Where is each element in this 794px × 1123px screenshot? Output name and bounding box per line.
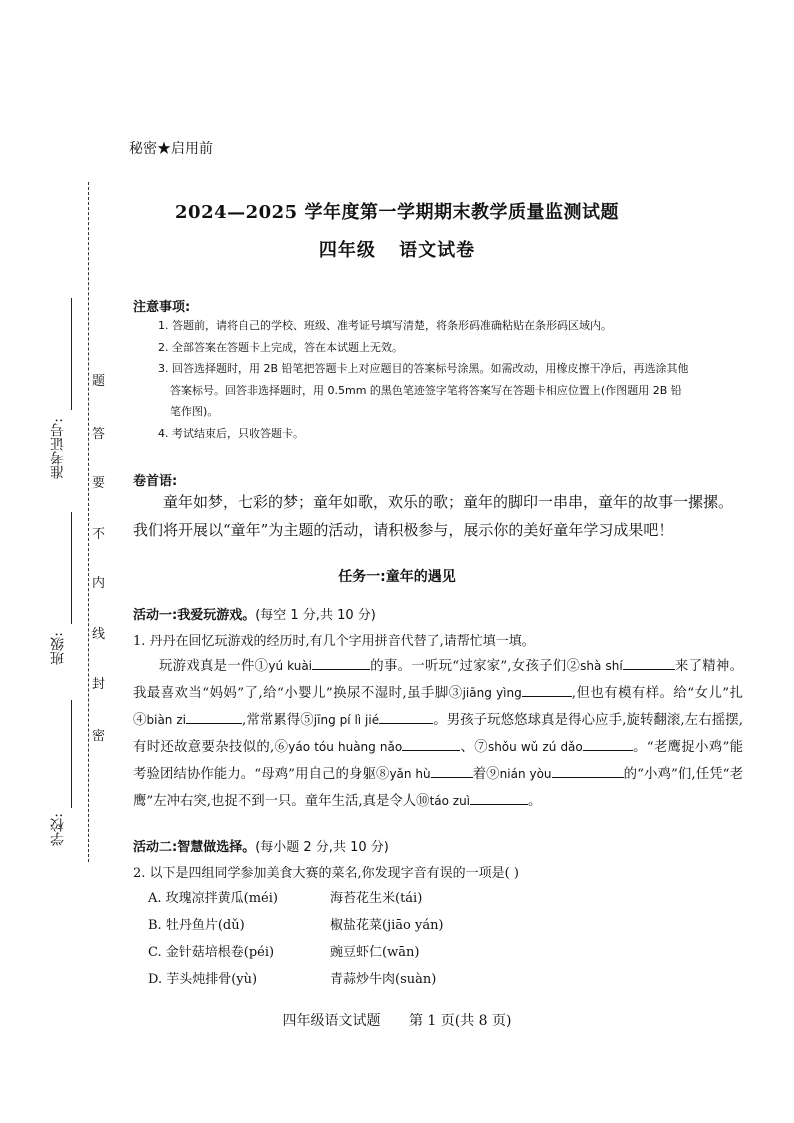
footer-title: 四年级语文试题 [282,1013,381,1029]
question-1: 1. 丹丹在回忆玩游戏的经历时,有几个字用拼音代替了,请帮忙填一填。 [133,634,535,649]
blank-1[interactable] [312,655,370,670]
blank-9[interactable] [552,763,624,778]
passage-text: 玩游戏真是一件① [159,659,269,674]
blank-7[interactable] [583,736,633,751]
passage-text: 。“老鹰捉小鸡”能考验团结协作能力。“母鸡”用自己的身躯⑧ [133,740,743,782]
passage-text: ,但也有模有样。给“女儿”扎④ [133,686,743,728]
notice-item: 笔作图)。 [170,405,219,418]
pinyin-10: táo zuì [429,794,471,808]
activity-1-heading [133,604,376,623]
blank-8[interactable] [431,763,473,778]
pinyin-9: nián yòu [499,767,552,781]
passage-text: 着⑨ [472,767,500,782]
pinyin-3: jiāng yìng [462,686,522,700]
notice-item: 3. 回答选择题时，用 2B 铅笔把答题卡上对应题目的答案标号涂黑。如需改动，用橡皮擦干净后，再选涂其他 [158,362,689,375]
option-row-b [148,912,444,939]
binding-char: 题 [92,374,106,389]
notice-item: 1. 答题前，请将自己的学校、班级、准考证号填写清楚，将条形码准确粘贴在条形码区域内。 [158,319,612,332]
binding-char: 答 [92,427,106,442]
exam-subtitle [0,236,794,262]
task-title: 任务一:童年的遇见 [338,569,456,585]
notice-heading: 注意事项: [133,300,191,315]
option-d-left: D. 芋头炖排骨(yù) [148,972,258,987]
pinyin-2: shà shí [580,659,623,673]
pinyin-8: yǎn hù [389,767,431,781]
blank-5[interactable] [379,709,433,724]
option-a-left: A. 玫瑰凉拌黄瓜(méi) [148,891,278,906]
binding-char: 密 [92,729,106,744]
pinyin-4: biàn zi [146,713,186,727]
passage-text: ,常常累得⑤ [241,713,314,728]
passage-text: 的事。一听玩“过家家”,女孩子们② [370,659,581,674]
passage-text: 。男孩子玩悠悠球真是得心应手,旋转翻滚,左右摇摆,有时还故意要杂技似的,⑥ [133,713,743,755]
class-label: 班级: [50,632,66,665]
exam-title: 2024—2025 学年度第一学期期末教学质量监测试题 [175,202,619,223]
blank-2[interactable] [623,655,675,670]
binding-char: 内 [92,576,106,591]
subject-label: 语文试卷 [399,240,476,261]
option-row-d [148,966,444,993]
binding-char: 线 [92,627,106,642]
question-2: 2. 以下是四组同学参加美食大赛的菜名,你发现字音有误的一项是( ) [133,866,519,881]
option-c-right: 豌豆虾仁(wān) [330,945,420,960]
grade-label: 四年级 [318,240,376,261]
option-b-left: B. 牡丹鱼片(dǔ) [148,918,245,933]
option-c-left: C. 金针菇培根卷(péi) [148,945,275,960]
binding-char: 要 [92,476,106,491]
exam-number-line [71,298,72,410]
school-label: 学校: [50,813,66,846]
binding-char: 不 [92,527,106,542]
blank-3[interactable] [522,682,572,697]
activity-1-label: 活动一:我爱玩游戏。 [133,608,256,623]
passage-text: 、⑦ [460,740,488,755]
prelude-heading: 卷首语: [133,474,178,489]
prelude-text: 童年如梦，七彩的梦；童年如歌，欢乐的歌；童年的脚印一串串，童年的故事一摞摞。我们将开展以“童年”为主题的活动，请积极参与，展示你的美好童年学习成果吧！ [133,493,734,539]
pinyin-7: shǒu wǔ zú dǎo [487,740,583,754]
binding-char: 封 [92,677,106,692]
pinyin-1: yú kuài [268,659,313,673]
option-row-c [148,939,444,966]
notice-item: 答案标号。回答非选择题时，用 0.5mm 的黑色笔迹签字笔将答案写在答题卡相应位置上(作图题用 2B 铅 [170,383,682,397]
blank-10[interactable] [470,790,528,805]
activity-2-score: (每小题 2 分,共 10 分) [255,840,389,855]
activity-2-label: 活动二:智慧做选择。 [133,840,256,855]
option-d-right: 青蒜炒牛肉(suàn) [330,972,437,987]
notice-list [158,315,743,444]
option-row-a [148,885,444,912]
option-b-right: 椒盐花菜(jiāo yán) [330,918,444,933]
activity-1-score: (每空 1 分,共 10 分) [255,608,376,623]
blank-4[interactable] [186,709,242,724]
pinyin-6: yáo tóu huàng nǎo [288,740,403,754]
passage-text: 来了精神。我最喜欢当“妈妈”了,给“小婴儿”换尿不湿时,虽手脚③ [133,659,743,701]
exam-number-label: 准考证号: [50,418,66,479]
blank-6[interactable] [402,736,460,751]
option-a-right: 海苔花生米(tái) [330,891,423,906]
activity-2-heading [133,836,389,855]
binding-dashed-line [88,182,89,862]
pinyin-5: jīng pí lì jié [313,713,380,727]
options [148,885,444,993]
school-line [71,700,72,808]
passage-text: 的“小鸡”们,任凭“老鹰”左冲右突,也捉不到一只。童年生活,真是令人⑩ [133,767,744,809]
page-footer [0,1010,794,1030]
footer-page-number: 第 1 页(共 8 页) [408,1013,512,1029]
passage-text: 。 [528,794,542,809]
notice-item: 2. 全部答案在答题卡上完成，答在本试题上无效。 [158,340,403,354]
secret-label: 秘密★启用前 [129,141,213,157]
passage [133,653,743,815]
notice-item: 4. 考试结束后，只收答题卡。 [158,426,304,440]
